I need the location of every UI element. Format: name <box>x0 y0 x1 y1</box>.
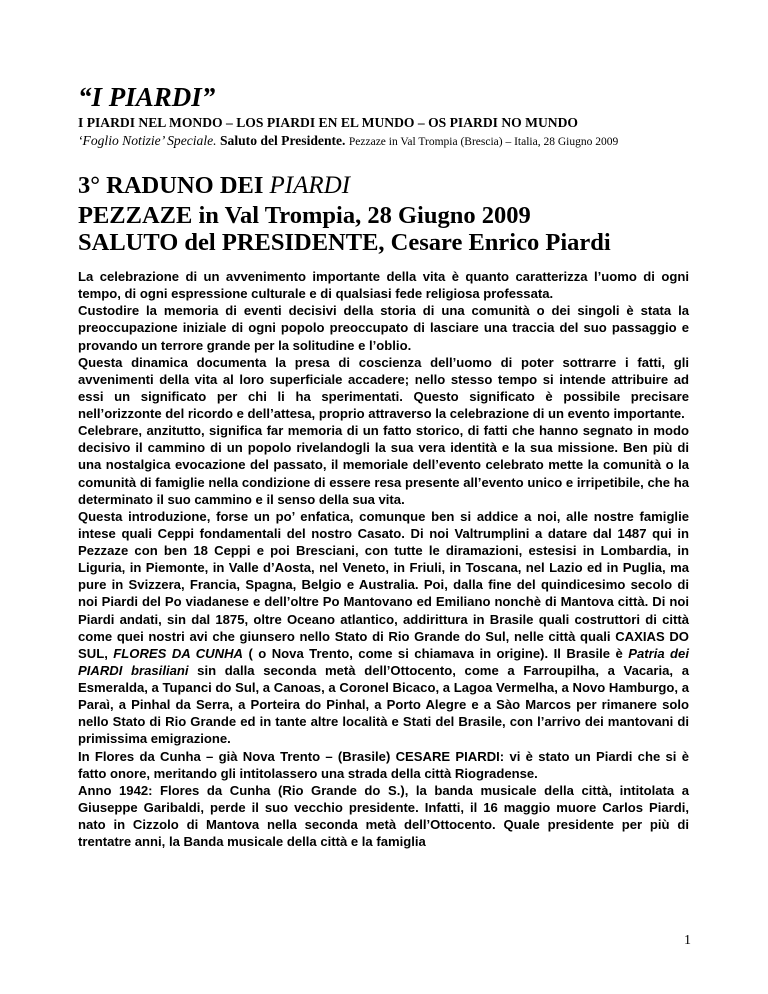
newsletter-info-line <box>78 132 618 151</box>
heading-location-date: PEZZAZE in Val Trompia, 28 Giugno 2009 <box>78 202 531 229</box>
newsletter-name: ‘Foglio Notizie’ Speciale. <box>78 133 217 148</box>
document-title: “I PIARDI” <box>78 82 216 112</box>
heading-event-name: PIARDI <box>269 172 351 199</box>
paragraph: Anno 1942: Flores da Cunha (Rio Grande do S.), la banda musicale della città, intitolata a Giuseppe Garibaldi, perde il suo vecchio presidente. Infatti, il 16 maggio muore Carlos Piardi, nato in Cizzolo di Mantova nella seconda metà dell’Ottocento. Quale presidente per più di trentatre anni, la Banda musicale della città e la famiglia <box>78 782 689 850</box>
body-text <box>78 268 689 850</box>
document-subtitle: I PIARDI NEL MONDO – LOS PIARDI EN EL MUNDO – OS PIARDI NO MUNDO <box>78 115 578 130</box>
heading-event <box>78 172 350 200</box>
paragraph: In Flores da Cunha – già Nova Trento – (Brasile) CESARE PIARDI: vi è stato un Piardi che si è fatto onore, meritando gli intitolassero una strada della città Riogradense. <box>78 748 689 781</box>
paragraph: La celebrazione di un avvenimento importante della vita è quanto caratterizza l’uomo di ogni tempo, di ogni espressione culturale e di qualsiasi fede religiosa professata. <box>78 269 689 302</box>
paragraph: Custodire la memoria di eventi decisivi della storia di una comunità o dei singoli è stata la preoccupazione iniziale di ogni popolo preoccupato di lasciare una traccia del suo passaggio e provando un terrore grande per la solitudine e l’oblio. <box>78 303 689 353</box>
paragraph: Questa dinamica documenta la presa di coscienza dell’uomo di poter sottrarre i fatti, gli avvenimenti della vita al loro superficiale accadere; nello stesso tempo si intende attribuire ad essi un significato per chi li ha sperimentati. Questo significato è possibile precisare nell’orizzonte del ricordo e dell’attesa, proprio attraverso la celebrazione di un evento importante. <box>78 354 689 421</box>
heading-event-prefix: 3° RADUNO DEI <box>78 172 270 199</box>
place-date: Pezzaze in Val Trompia (Brescia) – Italia, 28 Giugno 2009 <box>348 136 619 148</box>
heading-greeting: SALUTO del PRESIDENTE, Cesare Enrico Piardi <box>78 229 611 256</box>
paragraph-text: ( o Nova Trento, come si chiamava in origine). Il Brasile è <box>243 645 629 661</box>
city-name-emphasis: FLORES DA CUNHA <box>113 645 243 661</box>
patria-emphasis: Patria dei PIARDI brasiliani <box>78 645 689 678</box>
paragraph-text: sin dalla seconda metà dell’Ottocento, come a Farroupilha, a Vacaria, a Esmeralda, a Tupanci do Sul, a Canoas, a Coronel Bicaco, a Lagoa Vermelha, a Novo Hamburgo, a Paraì, a Pinhal da Serra, a Porteira do Pinhal, a Porto Alegre e a Sào Marcos per rimanere solo nello Stato di Rio Grande ed in tante altre località e Stati del Brasile, con l’arrivo dei mantovani di primissima emigrazione. <box>78 662 690 747</box>
newsletter-section: Saluto del Presidente. <box>219 133 346 148</box>
page-number: 1 <box>684 933 691 948</box>
paragraph: Celebrare, anzitutto, significa far memoria di un fatto storico, di fatti che hanno segnato in modo decisivo il cammino di un popolo rivelandogli la sua vera identità e la sua missione. Ben più di una nostalgica evocazione del passato, il memoriale dell’evento celebrato mette la comunità o la comunità di famiglie nella condizione di essere resa presente all’evento unico e irripetibile, che ha determinato il suo cammino e il senso della sua vita. <box>78 423 689 507</box>
paragraph <box>78 508 689 748</box>
paragraph-text: Questa introduzione, forse un po’ enfatica, comunque ben si addice a noi, alle nostre famiglie intese quali Ceppi fondamentali del nostro Casato. Di noi Valtrumplini a datare dal 1487 qui in Pezzaze con ben 18 Ceppi e poi Bresciani, con tutte le diramazioni, estesisi in Lombardia, in Liguria, in Piemonte, in Valle d’Aosta, nel Veneto, in Friuli, in Toscana, nel Lazio ed in Puglia, ma pure in Svizzera, Francia, Spagna, Belgio e Australia. Poi, dalla fine del quindicesimo secolo di noi Piardi del Po viadanese e dell’oltre Po Mantovano ed Emiliano nonchè di Mantova città. Di noi Piardi andati, sin dal 1875, oltre Oceano atlantico, addirittura in Brasile quali costruttori di città come quei nostri avi che giunsero nello Stato di Rio Grande do Sul, nelle città quali CAXIAS DO SUL, <box>78 508 689 661</box>
